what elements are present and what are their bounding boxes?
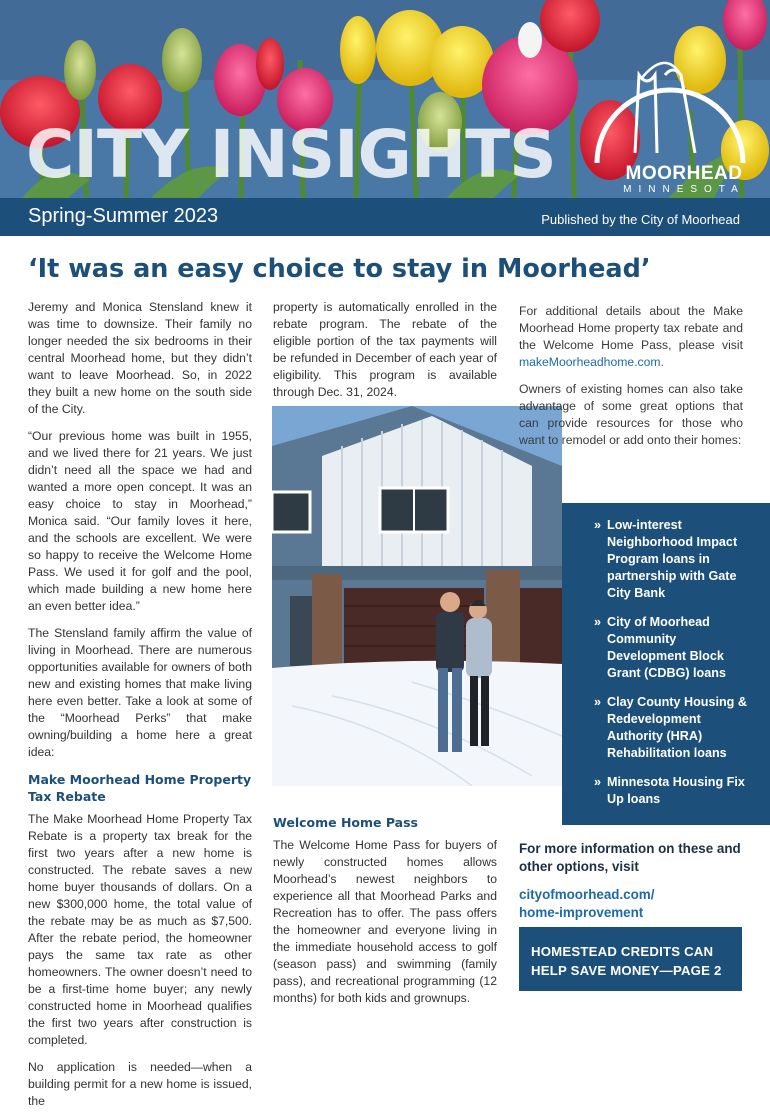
paragraph: The Stensland family affirm the value of living in Moorhead. There are numerous opportunities available for owners of both new and existing homes that make living here even better. Take a look at some of the “Moorhead Perks” that make owning/building a home here a great idea: [28,626,252,759]
link-line: home-improvement [519,905,644,920]
make-moorhead-home-link[interactable]: makeMoorheadhome.com. [519,355,664,369]
logo-wordmark: MOORHEAD [625,163,743,184]
paragraph [519,303,743,371]
more-info [519,840,755,922]
options-callout-box [562,503,770,825]
article-column-2-top [273,299,497,411]
list-item [562,517,756,602]
link-line: cityofmoorhead.com/ [519,887,655,902]
section-heading-welcome-pass: Welcome Home Pass [273,815,419,830]
paragraph: Jeremy and Monica Stensland knew it was time to downsize. Their family no longer needed the six bedrooms in their central Moorhead home, but they didn’t want to leave Moorhead. So, in 2022 they built a new home on the south side of the City. [28,300,252,416]
homestead-credits-banner[interactable] [519,927,742,991]
bullet-icon: » [594,518,602,532]
banner-line: HOMESTEAD CREDITS CAN [531,944,714,959]
more-info-text: For more information on these and other options, visit [519,841,741,874]
publisher-line: Published by the City of Moorhead [541,212,740,227]
paragraph: The Make Moorhead Home Property Tax Rebate is a property tax break for the first two years after a new home is constructed. The rebate saves a new home buyer thousands of dollars. On a new $300,000 home, the total value of the rebate may be as much as $7,500. After the rebate period, the homeowner pays the same tax rate as other homeowners. The owner doesn’t need to be a first-time home buyer; any newly constructed home in Moorhead qualifies the first two years after construction is completed. [28,812,252,1047]
list-item-text: Low-interest Neighborhood Impact Program loans in partnership with Gate City Bank [607,518,738,600]
list-item [562,694,756,762]
list-item-text: Clay County Housing & Redevelopment Authority (HRA) Rehabilitation loans [607,695,747,760]
newsletter-title: CITY INSIGHTS [26,116,556,193]
article-column-2-bottom [273,808,497,1017]
list-item-text: Minnesota Housing Fix Up loans [607,775,745,806]
bullet-icon: » [594,775,602,789]
banner-line: HELP SAVE MONEY—PAGE 2 [531,963,722,978]
paragraph: property is automatically enrolled in the rebate program. The rebate of the eligible portion of the tax payments will be refunded in December of each year of eligibility. This program is available through Dec. 31, 2024. [273,300,497,399]
list-item [562,614,756,682]
issue-date: Spring-Summer 2023 [28,205,219,227]
article-column-3 [519,303,743,459]
paragraph-text: For additional details about the Make Moorhead Home property tax rebate and the Welcome Home Pass, please visit [519,304,743,352]
logo-state: MINNESOTA [623,184,745,195]
list-item [562,774,756,808]
paragraph: Owners of existing homes can also take advantage of some great options that can provide resources for those who want to remodel or add onto their homes: [519,382,743,447]
paragraph: No application is needed—when a building permit for a new home is issued, the [28,1060,252,1108]
section-heading-rebate: Make Moorhead Home Property Tax Rebate [28,772,252,804]
home-improvement-link[interactable] [519,886,755,922]
quote-paragraph: “Our previous home was built in 1955, and we lived there for 21 years. We just didn’t need all the space we had and wanted a more open concept. It was an easy choice to stay in Moorhead,” Monica said. “Our family loves it here, and the schools are excellent. We were so happy to receive the Welcome Home Pass. We used it for golf and the pool, which made building a new home here an even better idea.” [28,429,252,613]
bullet-icon: » [594,695,602,709]
masthead [0,0,770,236]
family-house-photo [272,406,562,786]
options-list [562,503,770,808]
list-item-text: City of Moorhead Community Development Block Grant (CDBG) loans [607,615,726,680]
bullet-icon: » [594,615,602,629]
article-column-1 [28,299,252,1120]
article-headline: ‘It was an easy choice to stay in Moorhead’ [28,254,651,284]
paragraph: The Welcome Home Pass for buyers of newly constructed homes allows Moorhead’s newest neighbors to experience all that Moorhead Parks and Recreation has to offer. The pass offers the homeowner and everyone living in the immediate household access to golf (season pass) and swimming (family pass), and recreational programming (12 months) for both kids and grownups. [273,838,497,1005]
